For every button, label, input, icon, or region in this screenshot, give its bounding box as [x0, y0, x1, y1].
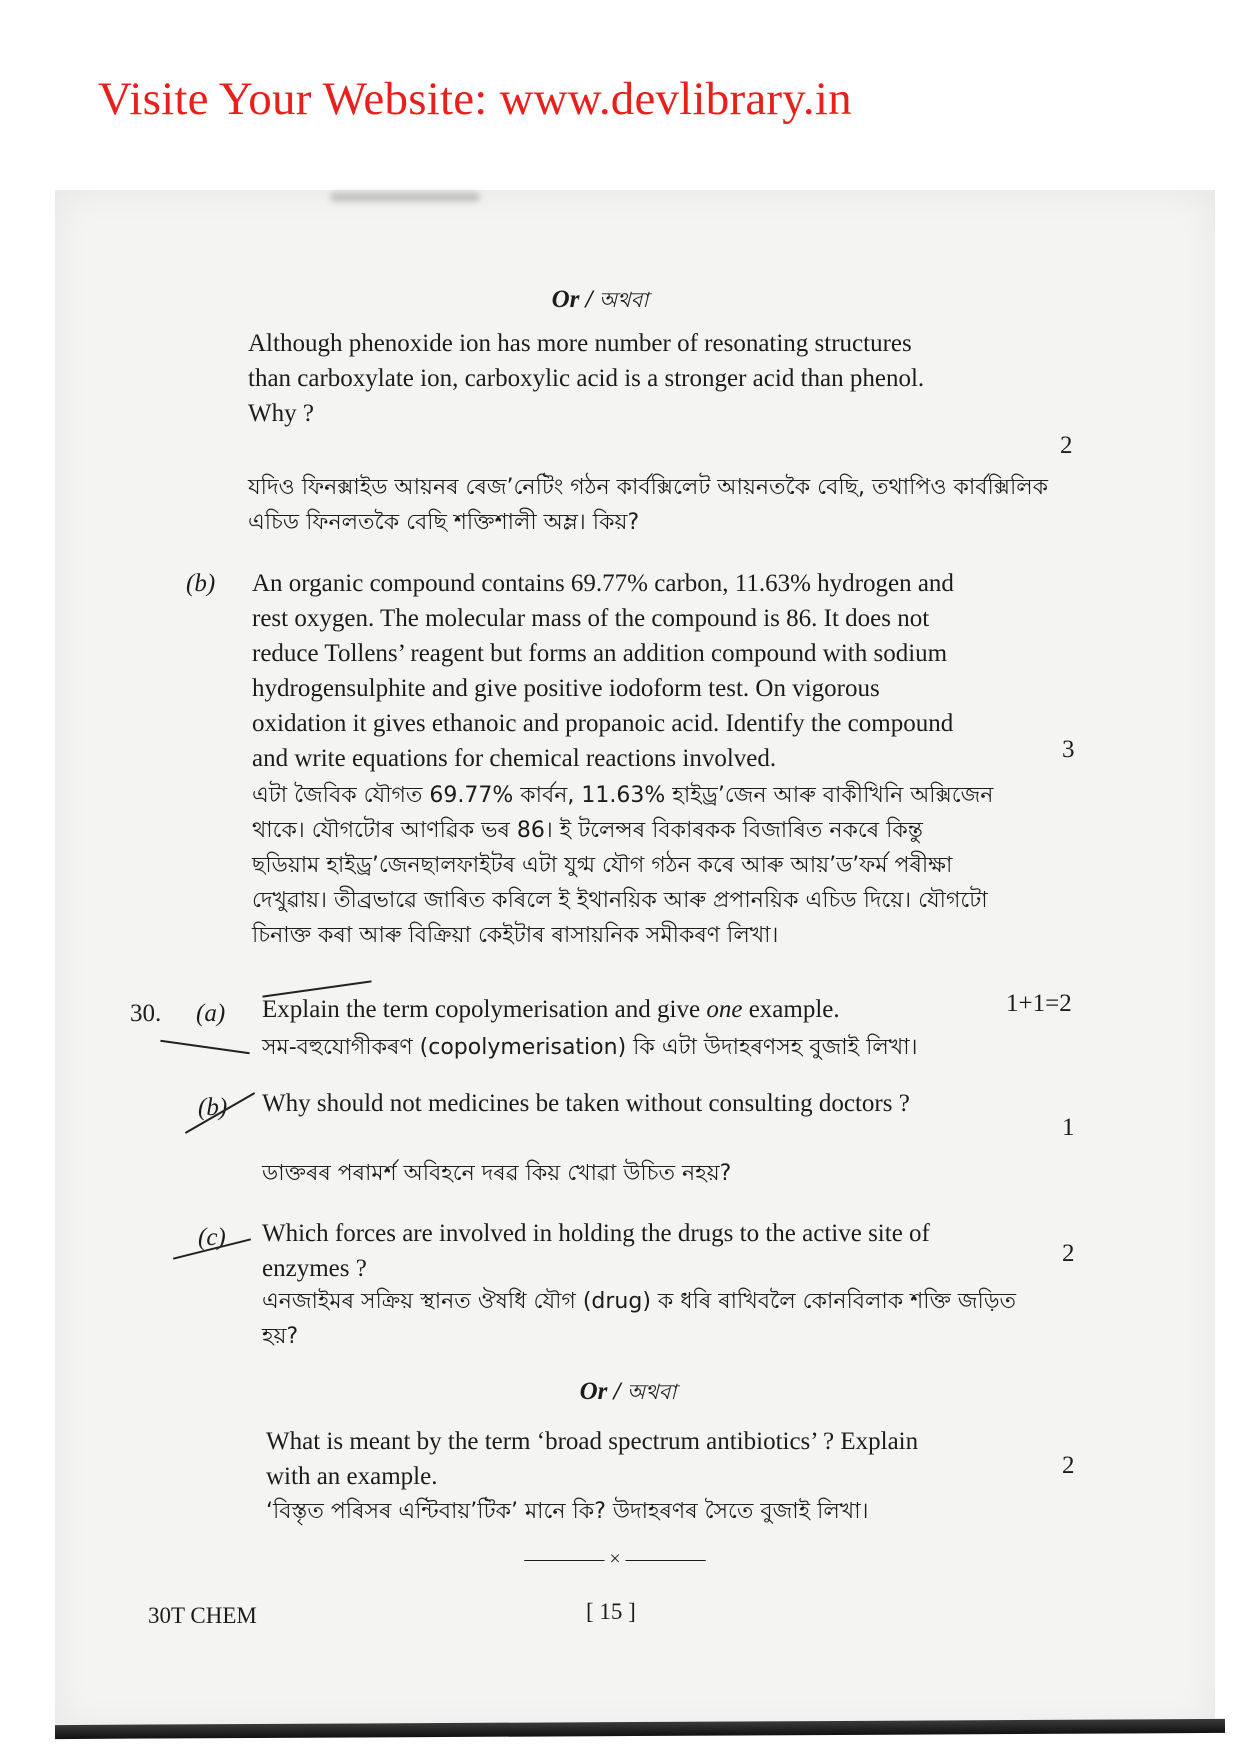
q30b-label: (b)	[198, 1094, 228, 1121]
q29b-label: (b)	[186, 570, 216, 597]
text-line: Although phenoxide ion has more number of resonating structures	[248, 330, 912, 357]
or-label-bn: অথবা	[626, 1380, 677, 1404]
q30c-marks: 2	[1062, 1240, 1075, 1267]
end-of-paper-mark: ———— × ————	[524, 1548, 706, 1570]
q29-or-marks: 2	[1060, 432, 1073, 459]
q29-or-bengali	[248, 470, 1088, 540]
text-line: ছডিয়াম হাইড্ৰ’জেনছালফাইটৰ এটা যুগ্ম যৌগ গঠন কৰে আৰু আয়’ড’ফৰ্ম পৰীক্ষা	[252, 853, 953, 878]
text-line: and write equations for chemical reactions involved.	[252, 745, 777, 772]
text-line: হয়?	[262, 1324, 299, 1349]
text-line: থাকে। যৌগটোৰ আণৱিক ভৰ 86। ই টলেন্সৰ বিকাৰকক বিজাৰিত নকৰে কিন্তু	[252, 818, 923, 843]
scan-smudge	[330, 192, 480, 202]
text-line: এচিড ফিনলতকৈ বেছি শক্তিশালী অম্ল। কিয়?	[248, 510, 640, 535]
text-line: rest oxygen. The molecular mass of the compound is 86. It does not	[252, 605, 930, 632]
text-line: Which forces are involved in holding the drugs to the active site of	[262, 1220, 930, 1247]
q30b-marks: 1	[1062, 1114, 1075, 1141]
text-line: দেখুৱায়। তীব্ৰভাৱে জাৰিত কৰিলে ই ইথানয়িক আৰু প্ৰপানয়িক এচিড দিয়ে। যৌগটো	[252, 888, 988, 913]
q30a-english	[262, 992, 982, 1027]
text-line: চিনাক্ত কৰা আৰু বিক্ৰিয়া কেইটাৰ ৰাসায়নিক সমীকৰণ লিখা।	[252, 923, 779, 948]
or-separator: /	[579, 286, 599, 313]
q29b-english	[252, 566, 1080, 776]
q30a-marks: 1+1=2	[1006, 990, 1072, 1017]
footer-page-number: [ 15 ]	[586, 1599, 636, 1624]
text-emphasis: one	[706, 996, 743, 1023]
q30c-english	[262, 1216, 1076, 1286]
or-heading-bottom	[508, 1374, 748, 1410]
text-line: with an example.	[266, 1463, 438, 1490]
q30b-english: Why should not medicines be taken without consulting doctors ?	[262, 1090, 910, 1117]
text-part: example.	[742, 996, 840, 1023]
q30-or-english	[266, 1424, 1074, 1494]
text-line: What is meant by the term ‘broad spectrum antibiotics’ ? Explain	[266, 1428, 919, 1455]
text-line: এনজাইমৰ সক্ৰিয় স্থানত ঔষধি যৌগ (drug) ক ধৰি ৰাখিবলৈ কোনবিলাক শক্তি জড়িত	[262, 1289, 1017, 1314]
q30a-bengali: সম-বহুযোগীকৰণ (copolymerisation) কি এটা উদাহৰণসহ বুজাই লিখা।	[262, 1035, 918, 1060]
q30a-label: (a)	[196, 1000, 226, 1027]
or-label-bn: অথবা	[598, 288, 649, 312]
q29-or-english	[248, 326, 1078, 431]
or-heading-top	[480, 282, 720, 318]
q30-or-marks: 2	[1062, 1452, 1075, 1479]
q30c-bengali	[262, 1284, 1092, 1354]
text-line: An organic compound contains 69.77% carbon, 11.63% hydrogen and	[252, 570, 954, 597]
or-label: Or	[551, 286, 580, 313]
website-banner: Visite Your Website: www.devlibrary.in	[98, 73, 852, 125]
text-line: যদিও ফিনক্সাইড আয়নৰ ৰেজ’নেটিং গঠন কাৰ্বক্সিলেট আয়নতকৈ বেছি, তথাপিও কাৰ্বক্সিলিক	[248, 475, 1049, 500]
q30b-bengali: ডাক্তৰৰ পৰামৰ্শ অবিহনে দৰৱ কিয় খোৱা উচিত নহয়?	[262, 1161, 732, 1186]
footer-paper-code: 30T CHEM	[148, 1603, 257, 1628]
q29b-marks: 3	[1062, 736, 1075, 763]
or-label: Or	[579, 1378, 608, 1405]
or-separator: /	[607, 1378, 627, 1405]
text-line: Why ?	[248, 400, 314, 427]
q30-or-bengali: ‘বিস্তৃত পৰিসৰ এন্টিবায়’টিক’ মানে কি? উদাহৰণৰ সৈতে বুজাই লিখা।	[266, 1499, 869, 1524]
text-line: than carboxylate ion, carboxylic acid is a stronger acid than phenol.	[248, 365, 925, 392]
text-line: enzymes ?	[262, 1255, 367, 1282]
text-line: এটা জৈবিক যৌগত 69.77% কাৰ্বন, 11.63% হাইড্ৰ’জেন আৰু বাকীখিনি অক্সিজেন	[252, 783, 994, 808]
text-line: hydrogensulphite and give positive iodoform test. On vigorous	[252, 675, 880, 702]
text-part: Explain the term copolymerisation and give	[262, 996, 707, 1023]
text-line: oxidation it gives ethanoic and propanoic acid. Identify the compound	[252, 710, 954, 737]
text-line: reduce Tollens’ reagent but forms an addition compound with sodium	[252, 640, 948, 667]
q30c-label: (c)	[198, 1224, 226, 1251]
q30-number: 30.	[130, 1000, 162, 1027]
q29b-bengali	[252, 778, 1092, 953]
